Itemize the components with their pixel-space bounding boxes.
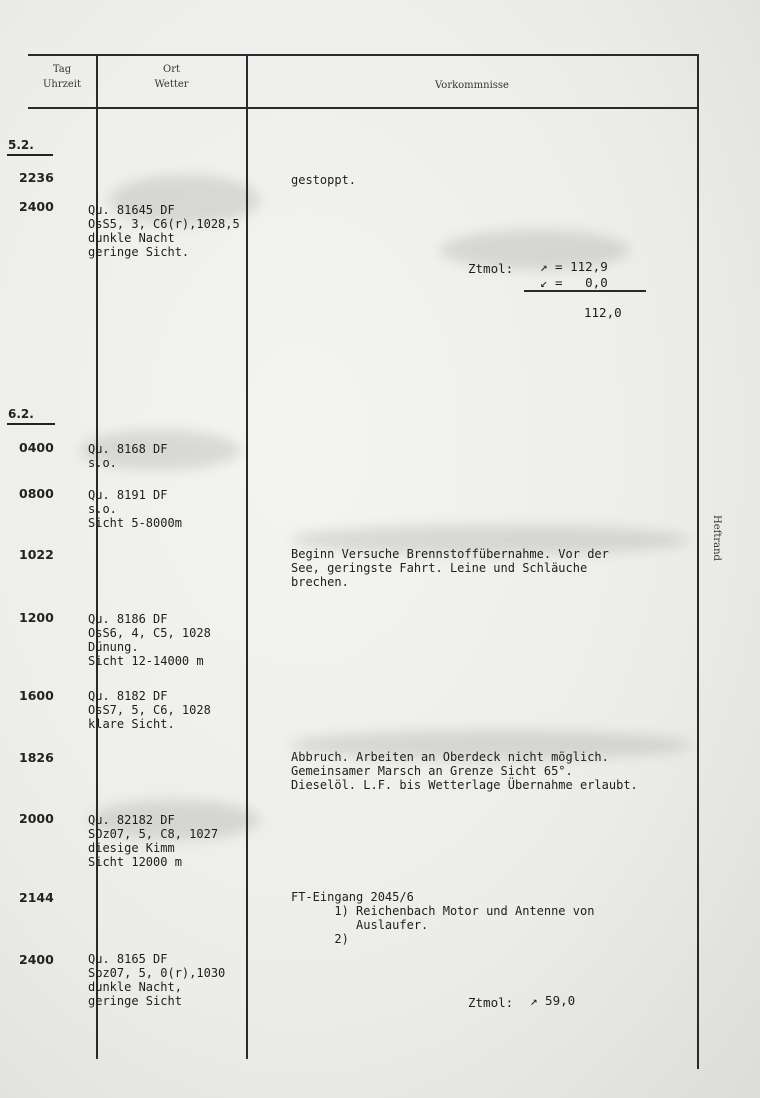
- header-wetter: Wetter: [154, 79, 189, 90]
- right-border: [697, 54, 699, 1069]
- header-ort-wetter: [97, 62, 246, 92]
- header-tag: Tag: [52, 64, 72, 75]
- date-underline: [7, 154, 53, 156]
- entry-time: 1200: [19, 610, 54, 625]
- entry-place: Qu. 82182 DF SOz07, 5, C8, 1027 diesige Kimm Sicht 12000 m: [88, 813, 219, 869]
- fuel-calc-value: ↗ 59,0: [530, 993, 576, 1008]
- entry-time: 0800: [19, 486, 54, 501]
- header-vorkommnisse: Vorkommnisse: [435, 80, 509, 91]
- header-tag-uhrzeit: [28, 62, 96, 92]
- entry-event: gestoppt.: [291, 173, 357, 187]
- entry-place: Qu. 8186 DF OsS6, 4, C5, 1028 Dünung. Sicht 12-14000 m: [88, 612, 211, 668]
- header-uhrzeit: Uhrzeit: [42, 79, 82, 90]
- entry-time: 2144: [19, 890, 54, 905]
- top-rule: [28, 54, 698, 56]
- fuel-calc-label: Ztmol:: [468, 995, 514, 1010]
- date-day2: 6.2.: [8, 407, 34, 421]
- entry-place: Qu. 8191 DF s.o. Sicht 5-8000m: [88, 488, 182, 530]
- entry-event: Beginn Versuche Brennstoffübernahme. Vor der See, geringste Fahrt. Leine und Schläuche brechen.: [291, 547, 609, 589]
- entry-time: 2400: [19, 199, 54, 214]
- entry-event: Abbruch. Arbeiten an Oberdeck nicht möglich. Gemeinsamer Marsch an Grenze Sicht 65°. Dieselöl. L.F. bis Wetterlage Übernahme erlaubt.: [291, 750, 638, 792]
- entry-time: 2400: [19, 952, 54, 967]
- margin-note: Heftrand: [711, 515, 722, 561]
- entry-place: Qu. 8168 DF s.o.: [88, 442, 168, 470]
- entry-time: 1600: [19, 688, 54, 703]
- header-ort: Ort: [163, 64, 180, 75]
- entry-place: Qu. 81645 DF OsS5, 3, C6(r),1028,5 dunkle Nacht geringe Sicht.: [88, 203, 240, 259]
- date-underline: [7, 423, 55, 425]
- col-divider-2: [246, 54, 248, 1059]
- date-day1: 5.2.: [8, 138, 34, 152]
- entry-time: 1826: [19, 750, 54, 765]
- fuel-calc-label: Ztmol:: [468, 261, 514, 276]
- entry-place: Qu. 8165 DF Spz07, 5, 0(r),1030 dunkle Nacht, geringe Sicht: [88, 952, 226, 1008]
- entry-time: 2236: [19, 170, 54, 185]
- header-rule: [28, 107, 698, 109]
- entry-time: 1022: [19, 547, 54, 562]
- fuel-calc-line: ↗ = 112,9: [540, 259, 608, 274]
- entry-event: FT-Eingang 2045/6 1) Reichenbach Motor und Antenne von Auslaufer. 2): [291, 890, 595, 946]
- fuel-calc-result: 112,0: [584, 305, 622, 320]
- entry-place: Qu. 8182 DF OsS7, 5, C6, 1028 klare Sicht.: [88, 689, 211, 731]
- entry-time: 0400: [19, 440, 54, 455]
- fuel-calc-line: ↙ = 0,0: [540, 275, 608, 290]
- sum-rule: [524, 290, 646, 292]
- entry-time: 2000: [19, 811, 54, 826]
